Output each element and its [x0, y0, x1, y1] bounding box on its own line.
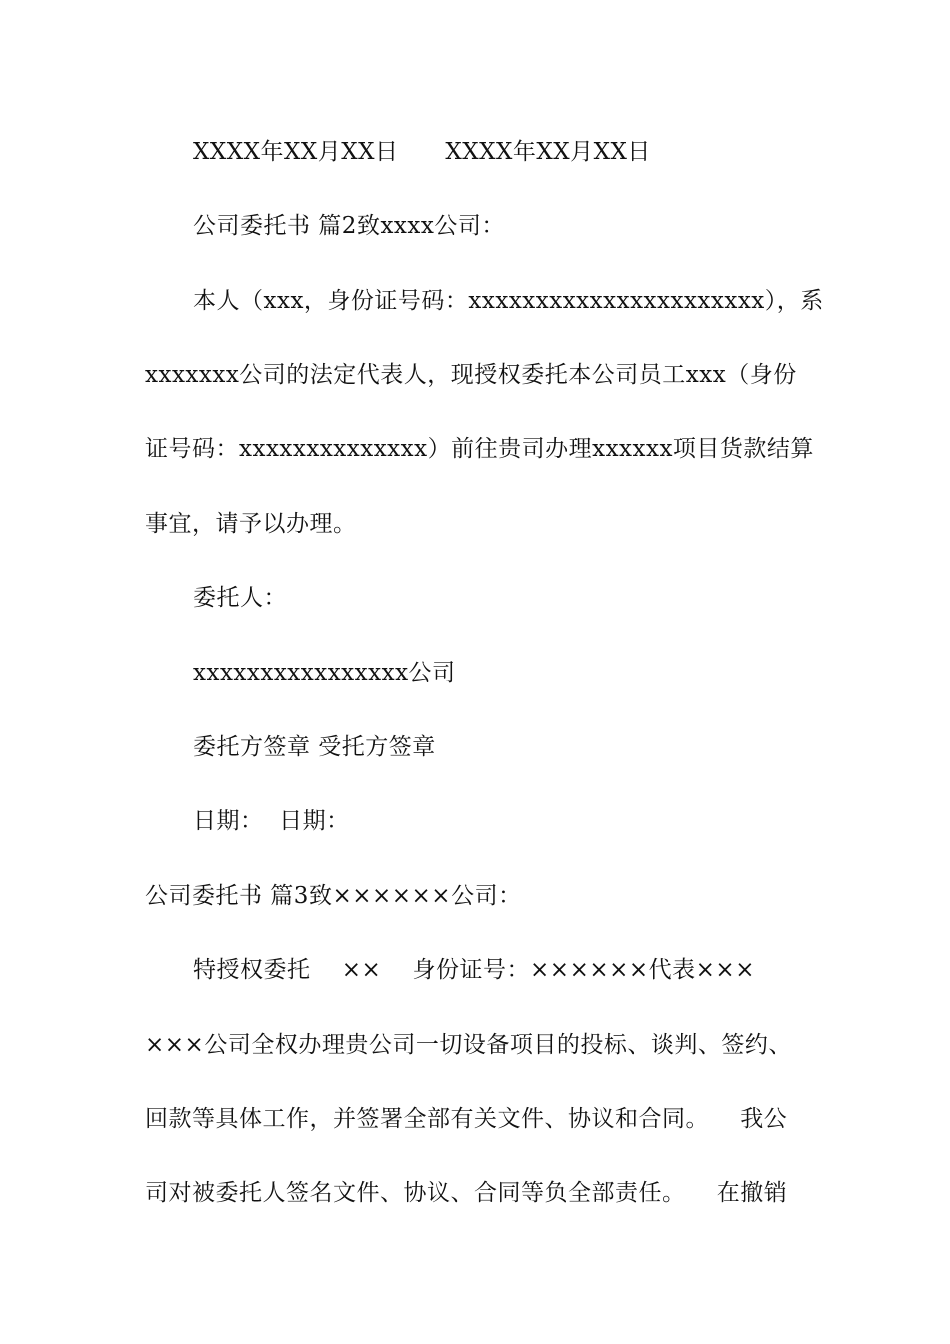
heading-letter-3: 公司委托书 篇3致××××××公司： [145, 883, 522, 909]
body-line: 证号码：xxxxxxxxxxxxxx）前往贵司办理xxxxxx项目货款结算 [145, 436, 814, 462]
body-line: 司对被委托人签名文件、协议、合同等负全部责任。 在撤销 [145, 1180, 788, 1206]
body-line: 回款等具体工作，并签署全部有关文件、协议和合同。 我公 [145, 1106, 788, 1132]
principal-label: 委托人： [193, 585, 287, 611]
heading-letter-2: 公司委托书 篇2致xxxx公司： [193, 213, 505, 239]
date-line: XXXX年XX月XX日 XXXX年XX月XX日 [193, 139, 651, 165]
body-line: xxxxxxx公司的法定代表人，现授权委托本公司员工xxx（身份 [145, 362, 797, 388]
body-line: 本人（xxx，身份证号码：xxxxxxxxxxxxxxxxxxxxxx），系 [193, 288, 824, 314]
body-line: 特授权委托 ×× 身份证号：××××××代表××× [193, 957, 755, 983]
body-line: ×××公司全权办理贵公司一切设备项目的投标、谈判、签约、 [145, 1032, 792, 1058]
date-labels: 日期： 日期： [193, 808, 350, 834]
company-name: xxxxxxxxxxxxxxxx公司 [193, 660, 456, 686]
signature-labels: 委托方签章 受托方签章 [193, 734, 436, 760]
body-line: 事宜，请予以办理。 [145, 511, 357, 537]
